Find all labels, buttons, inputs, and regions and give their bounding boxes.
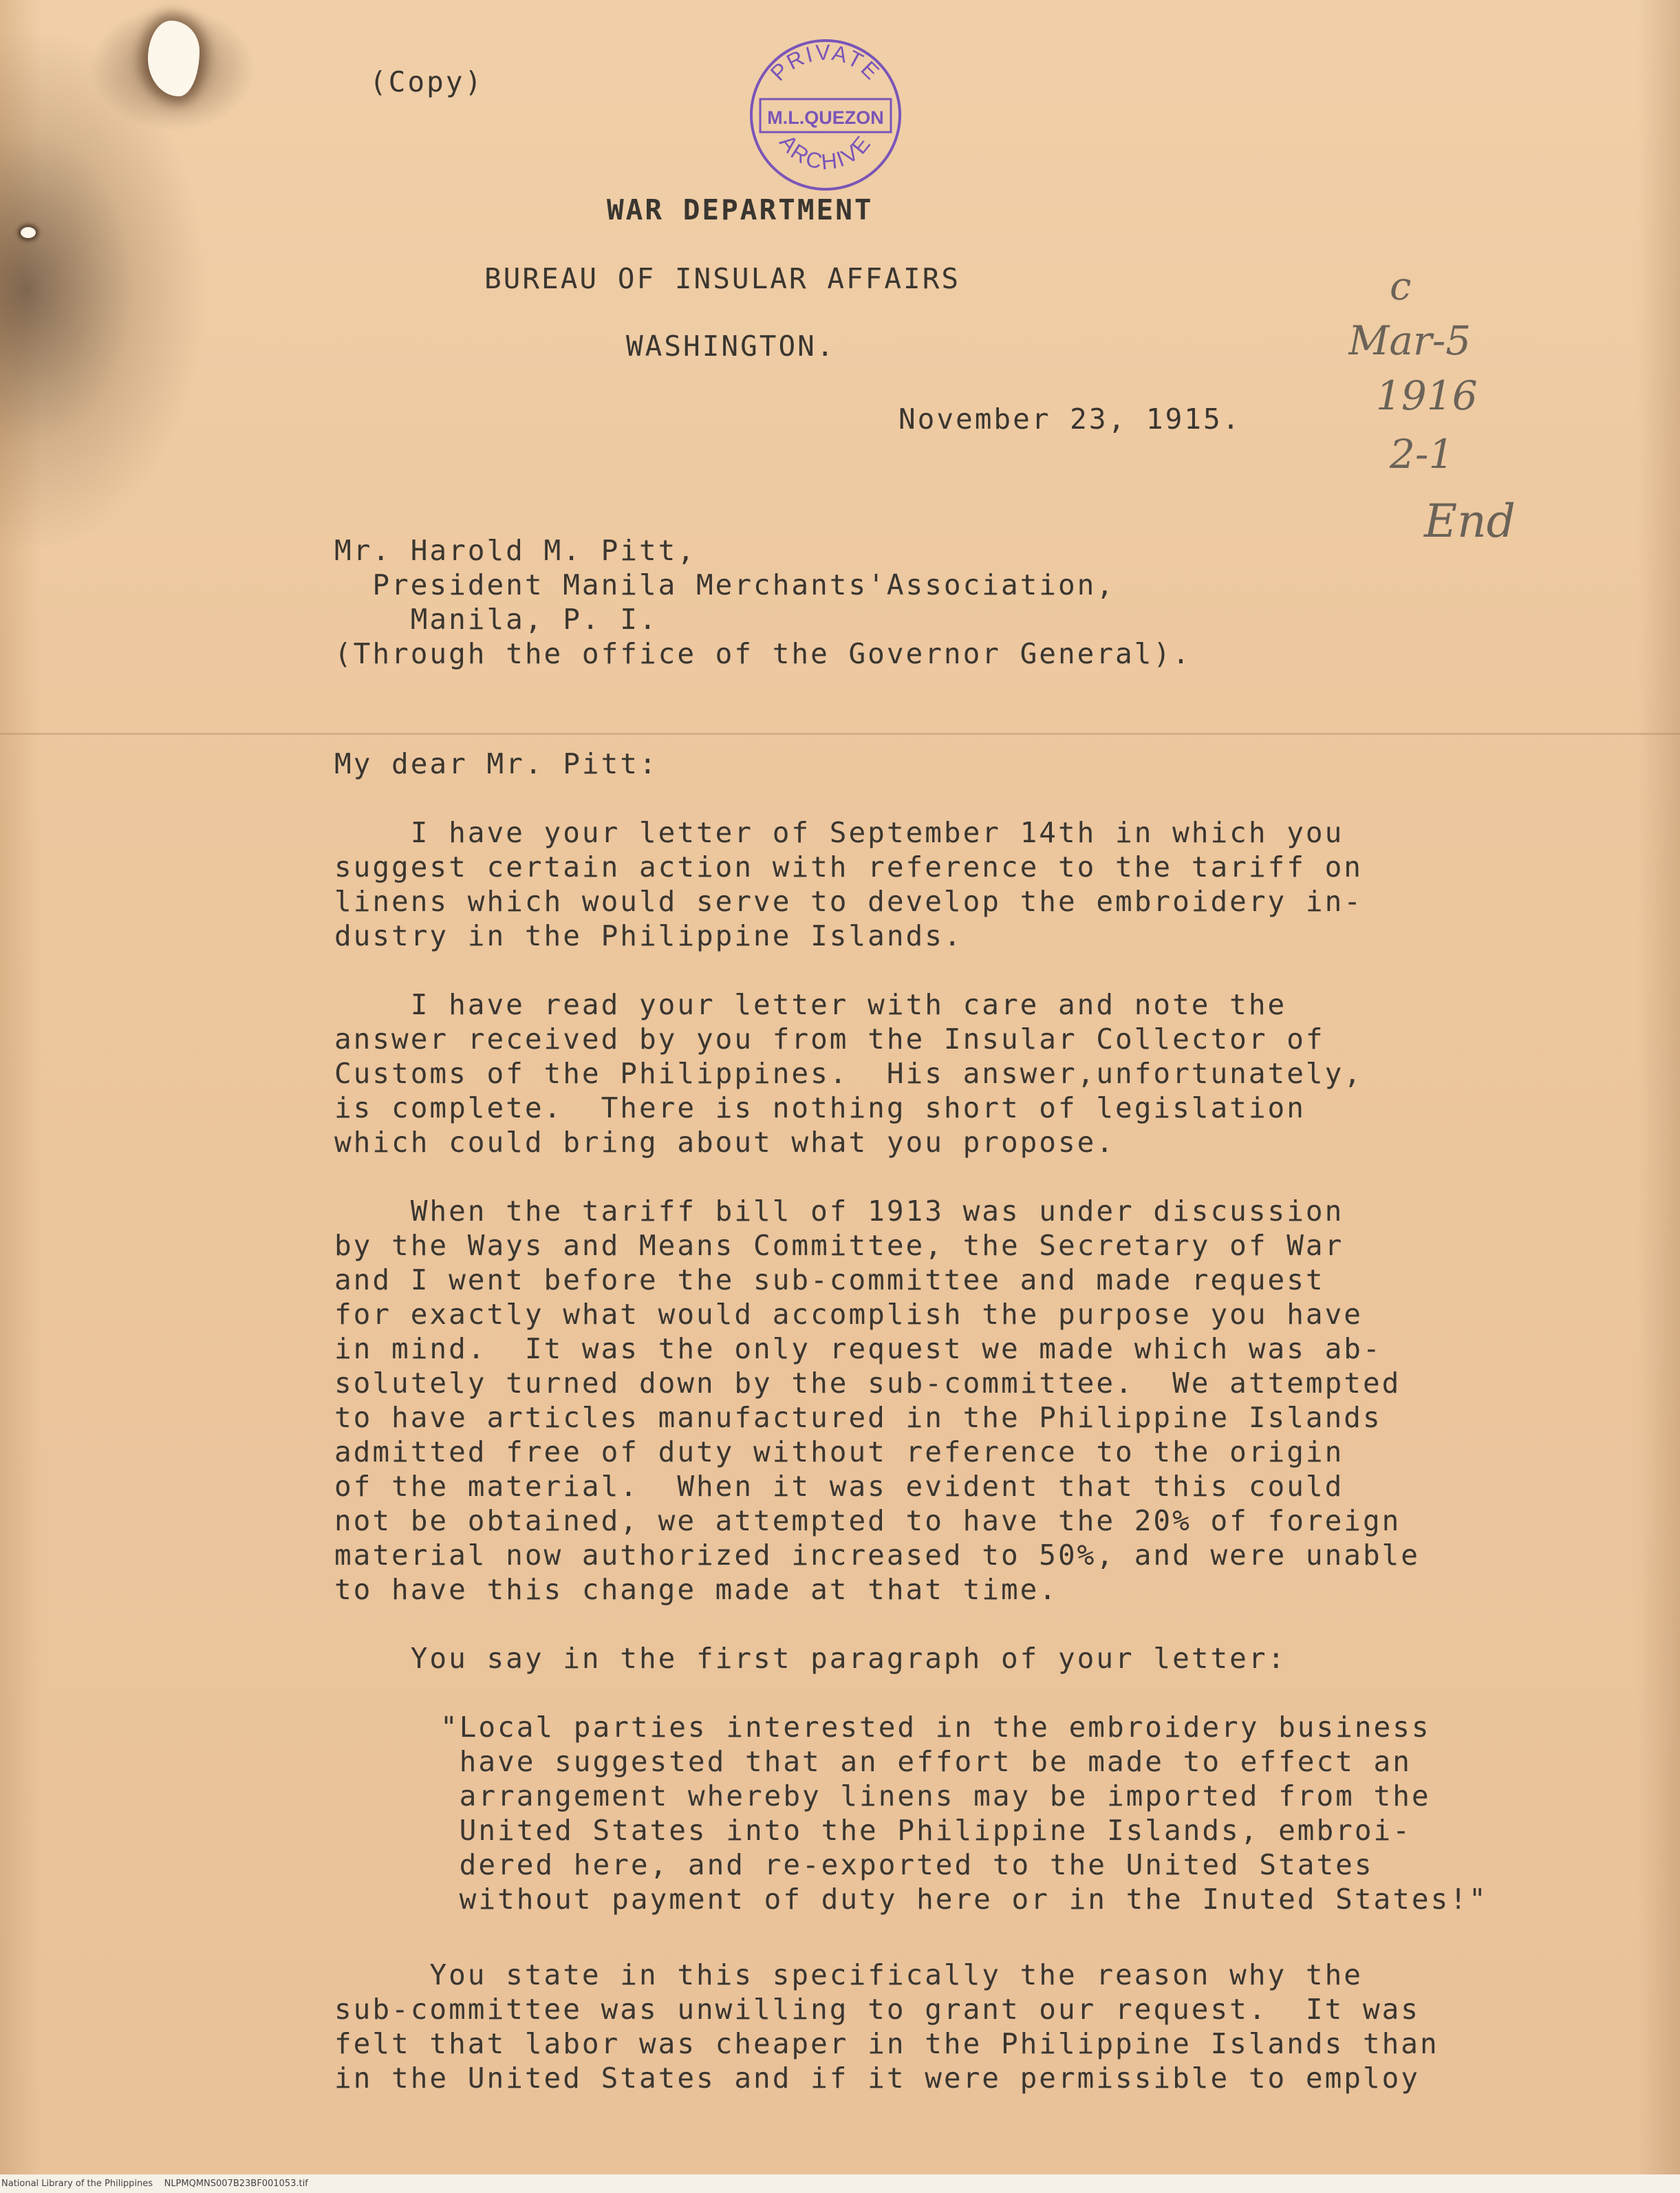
handwritten-line-5: End — [1424, 495, 1516, 548]
paragraph-3-line-4: for exactly what would accomplish the purpose you have — [334, 1298, 1363, 1331]
handwritten-line-2: Mar-5 — [1348, 317, 1472, 364]
paragraph-5-line-2: sub-committee was unwilling to grant our request. It was — [334, 1993, 1420, 2026]
salutation: My dear Mr. Pitt: — [334, 747, 658, 780]
stamp-bottom-text: ARCHIVE — [775, 129, 876, 175]
handwritten-annotation — [1348, 258, 1596, 581]
paragraph-3-line-3: and I went before the sub-committee and made request — [334, 1263, 1325, 1296]
letterhead-department: WAR DEPARTMENT — [607, 193, 874, 226]
paragraph-3-line-5: in mind. It was the only request we made which was ab- — [334, 1332, 1382, 1365]
paragraph-1-line-3: linens which would serve to develop the embroidery in- — [334, 885, 1363, 918]
paragraph-3-line-11: material now authorized increased to 50%, and were unable — [334, 1539, 1420, 1572]
handwritten-line-1: c — [1390, 264, 1412, 309]
handwritten-line-4: 2-1 — [1390, 431, 1454, 478]
edge-hole — [21, 227, 36, 238]
paragraph-3-line-7: to have articles manufactured in the Philippine Islands — [334, 1401, 1382, 1434]
recipient-line-4: (Through the office of the Governor General). — [334, 637, 1192, 670]
paragraph-2-line-3: Customs of the Philippines. His answer,unfortunately, — [334, 1057, 1363, 1090]
paragraph-2-line-1: I have read your letter with care and note the — [334, 988, 1287, 1021]
paragraph-1-line-1: I have your letter of September 14th in which you — [334, 816, 1344, 849]
paragraph-3-line-6: solutely turned down by the sub-committee. We attempted — [334, 1367, 1401, 1400]
paragraph-3-line-8: admitted free of duty without reference to the origin — [334, 1435, 1344, 1468]
copy-mark: (Copy) — [369, 65, 484, 98]
paragraph-3-line-10: not be obtained, we attempted to have the 20% of foreign — [334, 1504, 1401, 1537]
paragraph-3-line-9: of the material. When it was evident that this could — [334, 1470, 1344, 1503]
letterhead-city: WASHINGTON. — [626, 330, 836, 363]
paragraph-2-line-2: answer received by you from the Insular Collector of — [334, 1023, 1325, 1056]
paragraph-5-line-3: felt that labor was cheaper in the Philippine Islands than — [334, 2027, 1439, 2060]
fold-line — [0, 733, 1680, 735]
private-archive-stamp — [746, 36, 905, 194]
recipient-line-2: President Manila Merchants'Association, — [334, 568, 1116, 601]
paragraph-3-line-12: to have this change made at that time. — [334, 1573, 1058, 1606]
stamp-middle-text: M.L.QUEZON — [767, 107, 884, 128]
handwritten-line-3: 1916 — [1376, 372, 1478, 419]
quote-line-5: dered here, and re-exported to the United States — [440, 1848, 1374, 1881]
quote-line-2: have suggested that an effort be made to effect an — [440, 1745, 1412, 1778]
quote-line-6: without payment of duty here or in the Inuted States!" — [440, 1883, 1488, 1916]
burn-hole — [148, 21, 200, 96]
stamp-top-text: PRIVATE — [765, 39, 886, 86]
scan-footer: National Library of the Philippines NLPMQMNS007B23BF001053.tif — [0, 2174, 1680, 2193]
paragraph-1-line-4: dustry in the Philippine Islands. — [334, 919, 963, 952]
paragraph-3-line-2: by the Ways and Means Committee, the Secretary of War — [334, 1229, 1344, 1262]
letterhead-bureau: BUREAU OF INSULAR AFFAIRS — [484, 262, 961, 295]
paragraph-2-line-5: which could bring about what you propose. — [334, 1126, 1116, 1159]
paragraph-5-line-4: in the United States and if it were permissible to employ — [334, 2062, 1420, 2095]
quote-line-3: arrangement whereby linens may be imported from the — [440, 1779, 1431, 1812]
paragraph-1-line-2: suggest certain action with reference to the tariff on — [334, 851, 1363, 884]
paragraph-5-line-1: You state in this specifically the reason why the — [334, 1958, 1363, 1991]
paragraph-4-line-1: You say in the first paragraph of your letter: — [334, 1642, 1287, 1675]
recipient-line-1: Mr. Harold M. Pitt, — [334, 534, 696, 567]
paragraph-2-line-4: is complete. There is nothing short of legislation — [334, 1091, 1306, 1124]
paragraph-3-line-1: When the tariff bill of 1913 was under discussion — [334, 1195, 1344, 1228]
quote-line-1: "Local parties interested in the embroidery business — [440, 1711, 1431, 1744]
recipient-line-3: Manila, P. I. — [334, 603, 658, 636]
letter-date: November 23, 1915. — [898, 403, 1242, 436]
quote-line-4: United States into the Philippine Islands, embroi- — [440, 1814, 1412, 1847]
